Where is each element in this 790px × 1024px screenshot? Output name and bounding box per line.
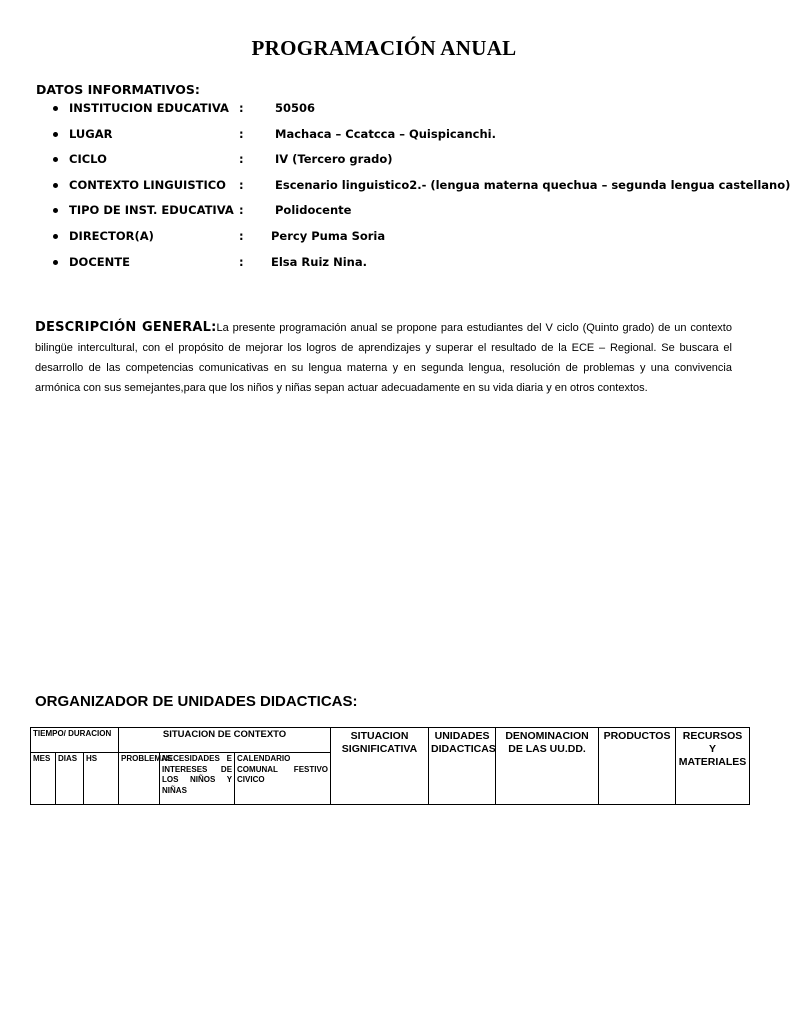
header-calendario: CALENDARIO COMUNAL FESTIVO CIVICO [235,753,331,805]
datos-item-institucion [50,100,750,126]
datos-item-docente [50,254,750,280]
organizador-table [30,727,750,805]
datos-item-tipo [50,202,750,228]
datos-label: INSTITUCION EDUCATIVA [69,101,229,115]
header-necesidades: NECESIDADES E INTERESES DE LOS NIÑOS Y NIÑAS [160,753,235,805]
datos-separator: : [239,126,244,141]
table-header-row [31,728,750,753]
header-mes: MES [31,753,56,805]
datos-separator: : [239,228,244,243]
header-unidades-didacticas: UNIDADES DIDACTICAS [429,728,496,805]
page-title: PROGRAMACIÓN ANUAL [251,36,517,60]
datos-list [50,100,790,279]
datos-label: DOCENTE [69,254,130,269]
datos-separator: : [239,203,244,218]
descripcion-text: La presente programación anual se propone para estudiantes del V ciclo (Quinto grado) de un contexto bilingüe intercultural, con el propósito de mejorar los logros de aprendizajes y superar el resultado de la ECE – Regional. Se buscara el desarrollo de las competencias comunicativas en su lengua materna y en segunda lengua, resolución de problemas y una convivencia armónica con sus semejantes,para que los niños y niñas sepan actuar adecuadamente en su vida diaria y en otros contextos. [35,322,732,394]
datos-label: CICLO [69,152,107,167]
bullet-icon [53,208,58,213]
datos-item-contexto [50,177,790,203]
bullet-icon [53,132,58,137]
descripcion-paragraph [35,318,732,398]
datos-value: IV (Tercero grado) [275,152,393,167]
datos-separator: : [239,254,244,269]
header-productos: PRODUCTOS [599,728,676,805]
datos-label: TIPO DE INST. EDUCATIVA [69,203,234,218]
descripcion-label: DESCRIPCIÓN GENERAL: [35,320,217,335]
datos-label: DIRECTOR(A) [69,228,154,243]
datos-item-lugar [50,126,750,152]
header-situacion-significativa: SITUACION SIGNIFICATIVA [331,728,429,805]
datos-value: Polidocente [275,203,352,218]
datos-separator: : [239,152,244,167]
header-dias: DIAS [56,753,84,805]
datos-separator: : [239,101,244,115]
datos-value: Percy Puma Soria [271,228,386,243]
header-hs: HS [84,753,119,805]
datos-separator: : [239,177,244,192]
datos-item-ciclo [50,151,750,177]
datos-label: LUGAR [69,126,113,141]
datos-value: Escenario linguistico2.- (lengua materna quechua – segunda lengua castellano) [275,177,790,192]
datos-label: CONTEXTO LINGUISTICO [69,177,226,192]
bullet-icon [53,183,58,188]
bullet-icon [53,157,58,162]
header-problemas: PROBLEMAS [119,753,160,805]
header-tiempo: TIEMPO/ DURACION [31,728,119,753]
bullet-icon [53,234,58,239]
datos-value: Elsa Ruiz Nina. [271,254,367,269]
bullet-icon [53,106,58,111]
header-recursos: RECURSOS Y MATERIALES [676,728,750,805]
datos-heading: DATOS INFORMATIVOS: [36,82,200,97]
datos-item-director [50,228,750,254]
bullet-icon [53,260,58,265]
datos-value: 50506 [275,101,316,115]
header-denominacion: DENOMINACION DE LAS UU.DD. [496,728,599,805]
organizador-heading: ORGANIZADOR DE UNIDADES DIDACTICAS: [35,693,358,710]
datos-value: Machaca – Ccatcca – Quispicanchi. [275,126,496,141]
header-situacion-contexto: SITUACION DE CONTEXTO [119,728,331,753]
